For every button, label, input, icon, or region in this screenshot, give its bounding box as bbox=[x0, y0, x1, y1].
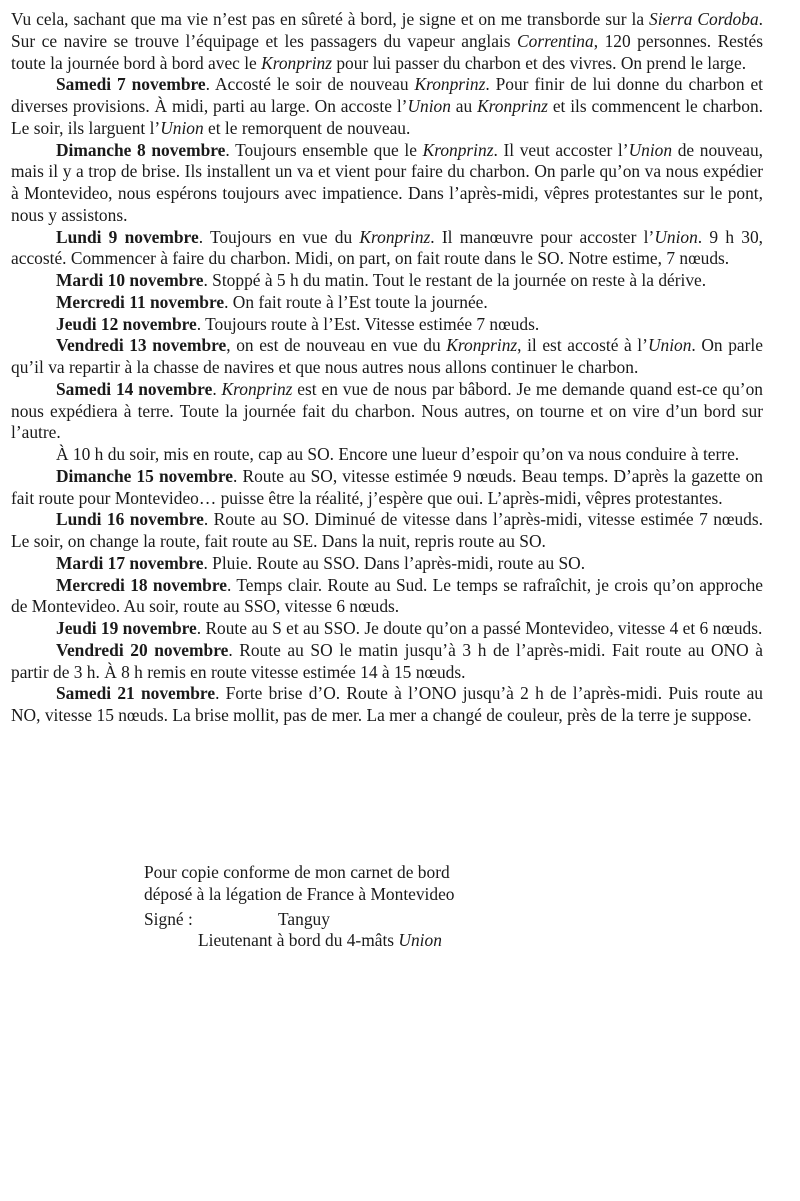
entry-date: Mardi 17 novembre bbox=[56, 552, 204, 573]
journal-paragraph bbox=[11, 74, 763, 139]
journal-text: est en vue de nous par bâbord. Je me demande quand est-ce qu’on nous expédiera à terre. Toute la journée fait du charbon. Nous autres, on tourne et on vire d’un bord sur l’autre. bbox=[11, 378, 763, 443]
journal-paragraph bbox=[11, 575, 763, 619]
journal-text: . Route au S et au SSO. Je doute qu’on a passé Montevideo, vitesse 4 et 6 nœuds. bbox=[196, 618, 763, 638]
ship-name: Union bbox=[628, 139, 673, 160]
journal-paragraph bbox=[11, 444, 763, 466]
journal-paragraph bbox=[11, 314, 763, 336]
journal-paragraph bbox=[11, 292, 763, 314]
journal-text: et le remorquent de nouveau. bbox=[203, 117, 411, 138]
ship-name: Kronprinz bbox=[261, 52, 333, 73]
journal-text: . Il manœuvre pour accoster l’ bbox=[430, 226, 655, 247]
journal-text: À 10 h du soir, mis en route, cap au SO. Encore une lueur d’espoir qu’on va nous conduire à terre. bbox=[56, 444, 740, 464]
ship-name: Union bbox=[407, 96, 451, 116]
ship-name: Union bbox=[654, 226, 698, 247]
entry-date: Vendredi 13 novembre bbox=[56, 335, 227, 356]
journal-text: pour lui passer du charbon et des vivres. On prend le large. bbox=[332, 52, 747, 73]
journal-paragraph bbox=[11, 466, 763, 510]
signer-name: Tanguy bbox=[278, 908, 330, 929]
ship-name: Union bbox=[160, 117, 204, 138]
ship-name: Kronprinz bbox=[414, 74, 486, 95]
journal-text: de nouveau, mais il y a trop de brise. Ils installent un va et vient pour faire du charbon. On parle qu’on va nous expédier à Montevideo, nous espérons toujours avec impatience. Dans l’après-midi, vêpres protestantes sur le pont, nous y assistons. bbox=[11, 139, 764, 225]
certification-line-2: déposé à la légation de France à Montevideo bbox=[144, 883, 455, 904]
journal-paragraph bbox=[11, 140, 763, 227]
journal-text: . On fait route à l’Est toute la journée. bbox=[224, 291, 488, 312]
journal-paragraph bbox=[11, 335, 763, 379]
ship-name: Kronprinz bbox=[477, 96, 548, 116]
journal-text: . Toujours en vue du bbox=[198, 226, 360, 247]
journal-text: , il est accosté à l’ bbox=[517, 335, 648, 356]
entry-date: Lundi 9 novembre bbox=[56, 226, 199, 247]
journal-paragraph bbox=[11, 553, 763, 575]
journal-paragraph bbox=[11, 379, 763, 444]
ship-name: Union bbox=[398, 930, 442, 951]
closing-block bbox=[144, 862, 455, 952]
ship-name: Kronprinz bbox=[422, 139, 494, 160]
entry-date: Lundi 16 novembre bbox=[56, 509, 204, 530]
journal-paragraph bbox=[11, 683, 763, 727]
journal-text: . Pour finir de lui donne du charbon et diverses provisions. À midi, parti au large. On accoste l’ bbox=[11, 74, 763, 116]
ship-name: Kronprinz bbox=[446, 335, 518, 356]
journal-text: . Toujours route à l’Est. Vitesse estimée 7 nœuds. bbox=[196, 313, 540, 334]
entry-date: Dimanche 15 novembre bbox=[56, 465, 234, 486]
journal-text: . On parle qu’il va repartir à la chasse de navires et que nous autres nous allons continuer le charbon. bbox=[11, 335, 763, 377]
ship-name: Kronprinz bbox=[359, 226, 431, 247]
journal-text: , on est de nouveau en vue du bbox=[226, 335, 447, 356]
journal-text: . Il veut accoster l’ bbox=[493, 139, 629, 160]
entry-date: Mercredi 18 novembre bbox=[56, 574, 227, 595]
journal-text: . Forte brise d’O. Route à l’ONO jusqu’à 2 h de l’après-midi. Puis route au NO, vitesse 15 nœuds. La brise mollit, pas de mer. La mer a changé de couleur, près de la terre je suppose. bbox=[11, 683, 763, 725]
ship-name: Correntina bbox=[517, 30, 594, 51]
journal-text: et ils commencent le charbon. Le soir, ils larguent l’ bbox=[11, 96, 763, 138]
entry-date: Jeudi 19 novembre bbox=[56, 618, 197, 638]
journal-text: . Stoppé à 5 h du matin. Tout le restant de la journée on reste à la dérive. bbox=[203, 270, 707, 290]
journal-text: , 120 personnes. Restés toute la journée bord à bord avec le bbox=[11, 30, 763, 73]
journal-text: . Accosté le soir de nouveau bbox=[205, 74, 415, 95]
journal-paragraph bbox=[11, 509, 763, 553]
entry-date: Dimanche 8 novembre bbox=[56, 139, 226, 160]
journal-paragraph bbox=[11, 640, 763, 684]
journal-paragraph bbox=[11, 270, 763, 292]
entry-date: Samedi 7 novembre bbox=[56, 74, 206, 95]
journal-text: . Toujours ensemble que le bbox=[225, 139, 423, 160]
journal-text: . Sur ce navire se trouve l’équipage et les passagers du vapeur anglais bbox=[11, 9, 763, 51]
ship-name: Union bbox=[647, 335, 692, 356]
ship-name: Sierra Cordoba bbox=[649, 9, 759, 29]
journal-text: . bbox=[212, 378, 222, 399]
journal-text: Vu cela, sachant que ma vie n’est pas en sûreté à bord, je signe et on me transborde sur la bbox=[11, 9, 649, 29]
journal-paragraph bbox=[11, 227, 763, 271]
entry-date: Samedi 14 novembre bbox=[56, 378, 213, 399]
signer-title bbox=[144, 930, 455, 952]
entry-date: Vendredi 20 novembre bbox=[56, 639, 229, 660]
journal-text: . Route au SO, vitesse estimée 9 nœuds. Beau temps. D’après la gazette on fait route pour Montevideo… puisse être la réalité, j’espère que oui. L’après-midi, vêpres protestantes. bbox=[11, 465, 763, 508]
ship-name: Kronprinz bbox=[221, 378, 293, 399]
signature-row bbox=[144, 909, 455, 931]
journal-text: . Pluie. Route au SSO. Dans l’après-midi, route au SO. bbox=[203, 552, 586, 573]
entry-date: Mercredi 11 novembre bbox=[56, 291, 225, 312]
journal-text: . Route au SO le matin jusqu’à 3 h de l’après-midi. Fait route au ONO à partir de 3 h. À 8 h remis en route vitesse estimée 14 à 15 nœuds. bbox=[11, 639, 763, 682]
entry-date: Samedi 21 novembre bbox=[56, 683, 216, 704]
entry-date: Jeudi 12 novembre bbox=[56, 313, 197, 334]
entry-date: Mardi 10 novembre bbox=[56, 270, 204, 290]
certification-line-1: Pour copie conforme de mon carnet de bord bbox=[144, 862, 450, 882]
logbook-text bbox=[11, 9, 763, 727]
signed-label: Signé : bbox=[144, 908, 193, 929]
journal-text: . Route au SO. Diminué de vitesse dans l’après-midi, vitesse estimée 7 nœuds. Le soir, on change la route, fait route au SE. Dans la nuit, repris route au SO. bbox=[11, 509, 763, 551]
journal-text: . Temps clair. Route au Sud. Le temps se rafraîchit, je crois qu’on approche de Montevideo. Au soir, route au SSO, vitesse 6 nœuds. bbox=[11, 574, 763, 617]
journal-text: . 9 h 30, accosté. Commencer à faire du charbon. Midi, on part, on fait route dans le SO. Notre estime, 7 nœuds. bbox=[11, 226, 763, 269]
journal-paragraph bbox=[11, 618, 763, 640]
journal-text: au bbox=[450, 96, 478, 116]
signer-title-text: Lieutenant à bord du 4-mâts bbox=[198, 930, 399, 951]
journal-paragraph bbox=[11, 9, 763, 74]
